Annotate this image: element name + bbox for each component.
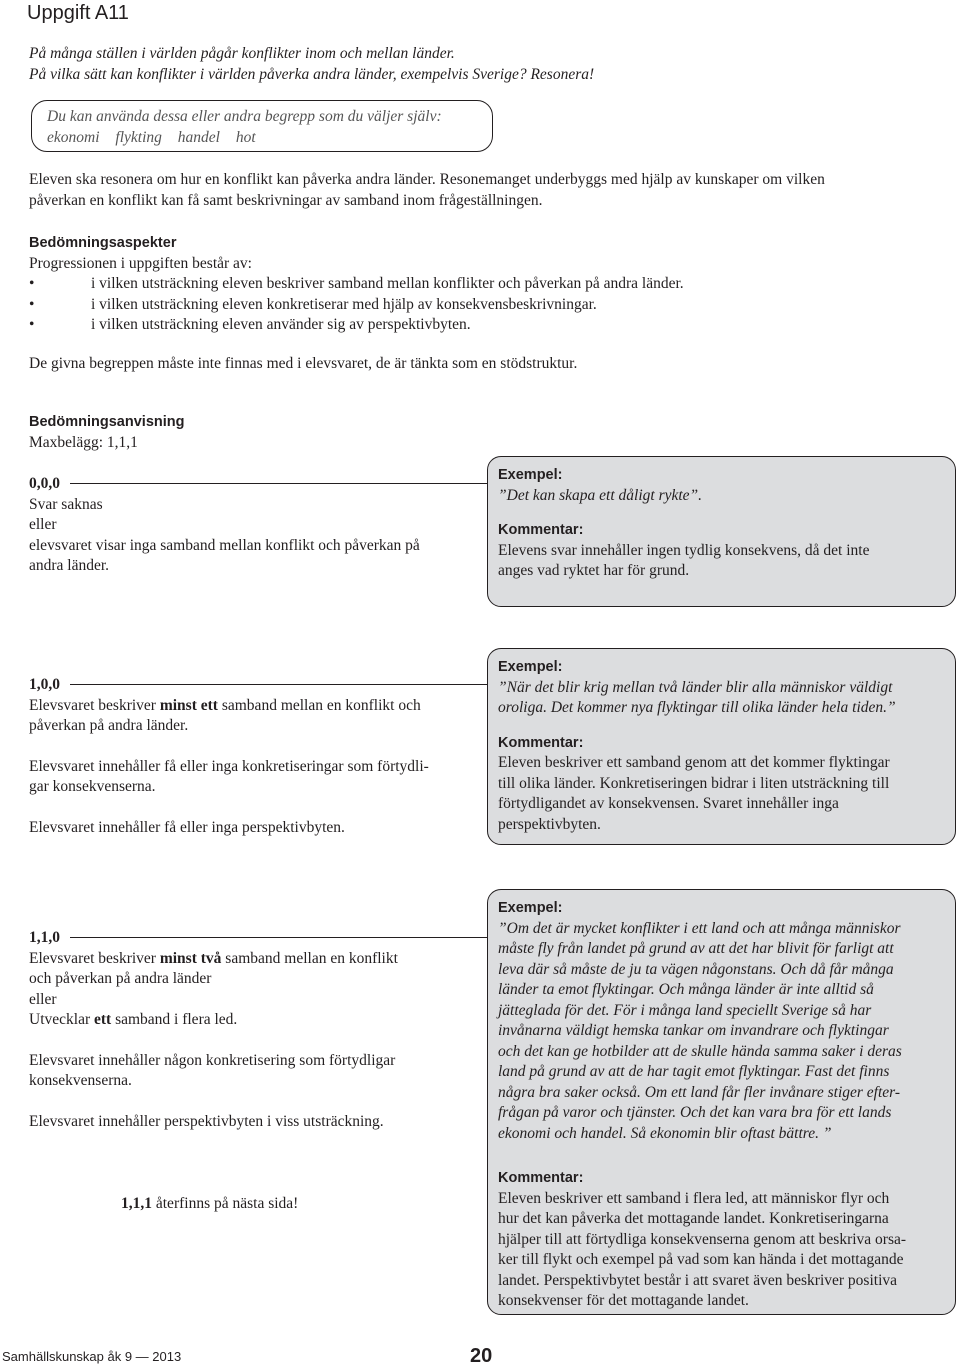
level-code: 1,1,0 <box>29 928 64 949</box>
comment-label: Kommentar: <box>498 522 584 538</box>
comment-text: hjälper till att förtydliga konsekvenserna genom att beskriva orsa- <box>498 1230 907 1248</box>
task-question-line: På många ställen i världen pågår konflikter inom och mellan länder. <box>29 45 455 62</box>
example-label: Exempel: <box>498 659 563 675</box>
example-quote: ekonomi och handel. Så ekonomin blir oftast bättre. ” <box>498 1124 832 1142</box>
example-quote: frågan på varor och tjänster. Och det kan vara bra för ett lands <box>498 1104 892 1121</box>
example-quote: land på grund av att de har tagit emot flyktingar. Fast det finns <box>498 1063 890 1080</box>
list-item <box>29 295 684 316</box>
list-item <box>29 315 684 336</box>
concept-term: flykting <box>115 128 162 146</box>
list-item-text: i vilken utsträckning eleven använder sig av perspektivbyten. <box>91 316 471 333</box>
aspects-list <box>29 274 684 336</box>
assessment-aspects <box>29 233 934 274</box>
aspects-heading: Bedömningsaspekter <box>29 235 177 251</box>
level-text: och påverkan på andra länder <box>29 970 212 987</box>
bullet-icon: • <box>29 316 35 333</box>
task-question <box>29 44 594 85</box>
level-text: Elevsvaret innehåller få eller inga konkretiseringar som förtydli- <box>29 757 429 775</box>
list-item <box>29 274 684 295</box>
example-quote: måste fly från landet på grund av att det har blivit för farligt att <box>498 940 894 957</box>
example-box <box>487 889 956 1315</box>
level-text: eller <box>29 516 57 533</box>
level-text <box>29 949 474 970</box>
comment-text: ker till flykt och exempel på vad som kan hända i det mottagande <box>498 1251 904 1268</box>
example-quote: oroliga. Det kommer nya flyktingar till olika länder hela tiden.” <box>498 699 896 716</box>
example-label: Exempel: <box>498 467 563 483</box>
level-text: påverkan på andra länder. <box>29 717 189 734</box>
example-label: Exempel: <box>498 900 563 916</box>
level-text-part: samband i flera led. <box>111 1011 238 1028</box>
level-text-part: samband mellan en konflikt och <box>217 696 421 714</box>
concept-term: handel <box>177 128 220 146</box>
continued-text: återfinns på nästa sida! <box>152 1195 299 1212</box>
level-code: 1,0,0 <box>29 675 64 696</box>
bullet-icon: • <box>29 295 35 313</box>
level-text-emphasis: minst två <box>159 949 222 967</box>
comment-text: förtydligandet av konsekvensen. Svaret innehåller inga <box>498 795 839 812</box>
comment-text: landet. Perspektivbytet består i att svaret även beskriver positiva <box>498 1271 898 1289</box>
comment-label: Kommentar: <box>498 1170 584 1186</box>
list-item-text: i vilken utsträckning eleven konkretiserar med hjälp av konsekvensbeskrivningar. <box>91 295 597 313</box>
list-item-text: i vilken utsträckning eleven beskriver samband mellan konflikter och påverkan på andra länder. <box>91 275 684 292</box>
level-text: Elevsvaret innehåller någon konkretisering som förtydligar <box>29 1051 396 1069</box>
level-text: Svar saknas <box>29 495 103 513</box>
task-question-line: På vilka sätt kan konflikter i världen påverka andra länder, exempelvis Sverige? Resonera! <box>29 65 595 83</box>
comment-text: perspektivbyten. <box>498 815 601 833</box>
level-text: elevsvaret visar inga samband mellan konflikt och påverkan på <box>29 536 420 554</box>
level-text-part: Utvecklar <box>29 1011 94 1028</box>
comment-text: anges vad ryktet har för grund. <box>498 562 690 579</box>
level-text-part: Elevsvaret beskriver <box>29 949 160 967</box>
level-text-emphasis: ett <box>93 1011 112 1028</box>
bullet-icon: • <box>29 275 35 292</box>
assessment-instructions <box>29 412 934 453</box>
level-text-part: samband mellan en konflikt <box>221 949 398 967</box>
example-quote: några bra saker också. Om ett land får fler invånare stiger efter- <box>498 1083 901 1101</box>
example-quote: ”Om det är mycket konflikter i ett land och att många människor <box>498 919 901 937</box>
concepts-box <box>31 100 493 152</box>
level-1-0-0 <box>29 675 474 838</box>
example-quote: ”När det blir krig mellan två länder blir alla människor väldigt <box>498 678 893 696</box>
footer-subject: Samhällskunskap åk 9 — 2013 <box>2 1349 182 1364</box>
comment-text: hur det kan påverka det mottagande landet. Konkretiseringarna <box>498 1210 889 1227</box>
example-quote: ”Det kan skapa ett dåligt rykte”. <box>498 486 703 504</box>
level-text: konsekvenserna. <box>29 1072 132 1089</box>
comment-text: Eleven beskriver ett samband genom att det kommer flyktingar <box>498 754 890 771</box>
example-quote: och det kan ge hotbilder att de skulle hända samma saker i deras <box>498 1042 902 1060</box>
page-number: 20 <box>470 1345 493 1367</box>
comment-text: konsekvenser för det mottagande landet. <box>498 1292 749 1309</box>
task-description-line: Eleven ska resonera om hur en konflikt kan påverka andra länder. Resonemanget underbyggs med hjälp av kunskaper om vilken <box>29 171 825 188</box>
level-text: Elevsvaret innehåller perspektivbyten i viss utsträckning. <box>29 1112 384 1130</box>
concept-term: ekonomi <box>47 128 100 146</box>
level-code: 0,0,0 <box>29 474 64 495</box>
support-note: De givna begreppen måste inte finnas med i elevsvaret, de är tänkta som en stödstruktur. <box>29 355 578 372</box>
example-box <box>487 456 956 607</box>
example-quote: jätteglada för det. För i många land speciellt Sverige så har <box>498 1001 872 1019</box>
level-text: andra länder. <box>29 557 110 574</box>
level-text <box>29 1010 474 1031</box>
example-quote: länder ta emot flyktingar. Och många länder är inte alltid så <box>498 981 874 998</box>
comment-label: Kommentar: <box>498 734 584 751</box>
concept-term: hot <box>235 128 256 146</box>
level-text-part: Elevsvaret beskriver <box>29 696 160 714</box>
level-text <box>29 696 474 717</box>
comment-text: till olika länder. Konkretiseringen bidrar i liten utsträckning till <box>498 774 890 792</box>
continued-note <box>121 1194 298 1215</box>
instructions-heading: Bedömningsanvisning <box>29 414 185 430</box>
aspects-intro: Progressionen i uppgiften består av: <box>29 254 252 272</box>
comment-text: Elevens svar innehåller ingen tydlig konsekvens, då det inte <box>498 541 870 559</box>
level-text: Elevsvaret innehåller få eller inga perspektivbyten. <box>29 818 345 836</box>
task-description <box>29 170 934 211</box>
level-0-0-0 <box>29 474 474 577</box>
task-description-line: påverkan en konflikt kan få samt beskrivningar av samband inom frågeställningen. <box>29 191 543 209</box>
level-text: gar konsekvenserna. <box>29 778 156 795</box>
example-box <box>487 648 956 845</box>
level-text: eller <box>29 990 57 1008</box>
example-quote: leva där så måste de ju ta vägen någonstans. Och då får många <box>498 960 894 978</box>
continued-code: 1,1,1 <box>121 1195 152 1212</box>
concepts-terms <box>47 128 492 149</box>
page-title: Uppgift A11 <box>27 2 129 24</box>
max-score: Maxbelägg: 1,1,1 <box>29 433 138 451</box>
comment-text: Eleven beskriver ett samband i flera led, att människor flyr och <box>498 1189 890 1207</box>
level-text-emphasis: minst ett <box>159 696 218 714</box>
concepts-intro: Du kan använda dessa eller andra begrepp som du väljer själv: <box>47 108 442 125</box>
example-quote: invånarna väldigt hemska tankar om invandrare och flyktingar <box>498 1022 889 1039</box>
level-1-1-0 <box>29 928 474 1132</box>
